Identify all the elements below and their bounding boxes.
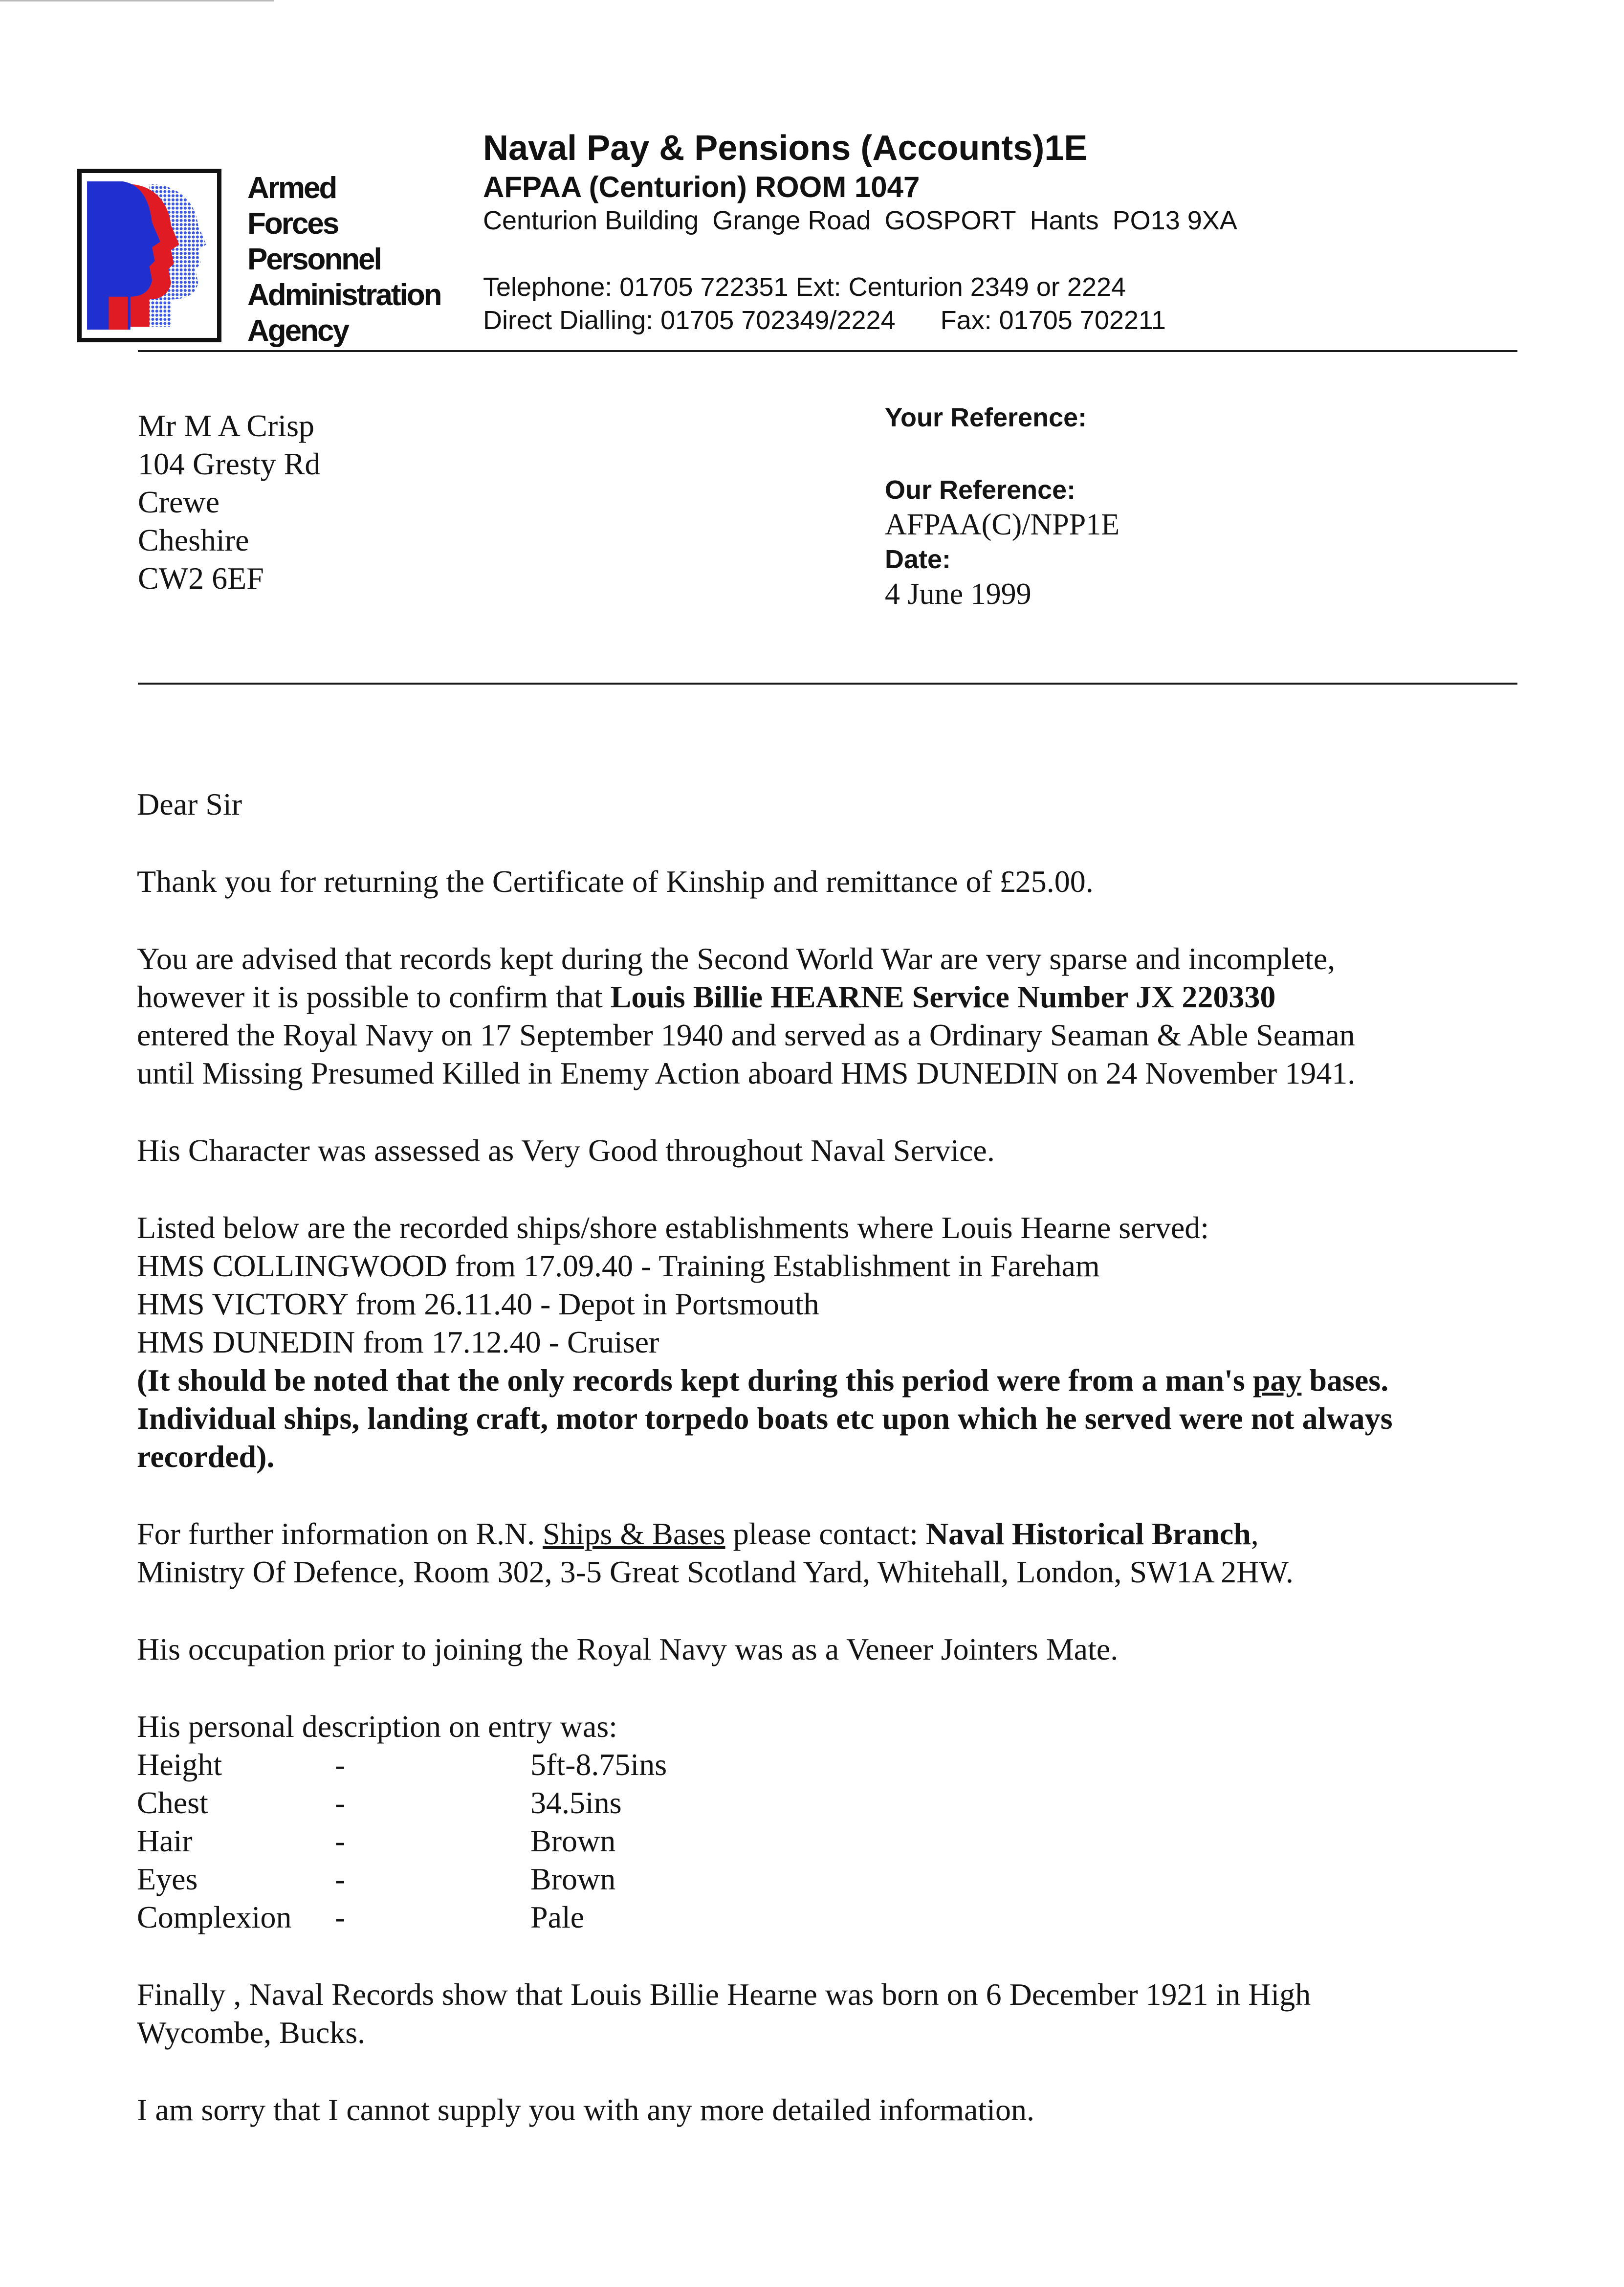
ships-intro: Listed below are the recorded ships/shore establishments where Louis Hearne served:: [137, 1210, 1209, 1245]
letterhead-title: Naval Pay & Pensions (Accounts)1E: [483, 129, 1088, 168]
description-dash: -: [335, 1785, 346, 1820]
text-span: however it is possible to confirm that: [137, 979, 611, 1014]
description-label: Complexion: [137, 1900, 292, 1934]
description-dash: -: [335, 1900, 346, 1934]
address-town: GOSPORT: [884, 206, 1016, 235]
text-span: please contact:: [725, 1516, 926, 1551]
ship-entry: HMS VICTORY from 26.11.40 - Depot in Portsmouth: [137, 1287, 819, 1321]
agency-line: Agency: [247, 314, 348, 348]
address-postcode: PO13 9XA: [1112, 206, 1237, 235]
paragraph-closing: I am sorry that I cannot supply you with any more detailed information.: [137, 2092, 1034, 2127]
paragraph-description: [137, 1708, 1506, 1936]
letterhead-telephone: Telephone: 01705 722351 Ext: Centurion 2349 or 2224: [483, 272, 1126, 302]
agency-line: Personnel: [247, 243, 381, 276]
date-value: 4 June 1999: [885, 577, 1031, 611]
description-value: Brown: [530, 1862, 616, 1896]
paragraph-further-info: [137, 1515, 1506, 1591]
records-note-line: Individual ships, landing craft, motor torpedo boats etc upon which he served were not always: [137, 1401, 1393, 1436]
date-label: Date:: [885, 545, 951, 574]
afpaa-logo: [77, 169, 221, 342]
records-note: [137, 1361, 1506, 1399]
text-span: ,: [1251, 1516, 1259, 1551]
reference-block: [885, 401, 1119, 612]
address-road: Grange Road: [712, 206, 871, 235]
description-dash: -: [335, 1862, 346, 1896]
recipient-line: Crewe: [138, 485, 220, 519]
paragraph-character: His Character was assessed as Very Good throughout Naval Service.: [137, 1133, 995, 1168]
description-value: 34.5ins: [530, 1785, 622, 1820]
pay-underlined: pay: [1252, 1363, 1302, 1398]
agency-line: Forces: [247, 207, 338, 241]
letterhead-address: [483, 205, 1237, 236]
records-note-line: recorded).: [137, 1439, 275, 1474]
agency-line: Armed: [247, 171, 336, 205]
agency-line: Administration: [247, 278, 441, 312]
text-span: bases.: [1301, 1363, 1389, 1398]
ship-entry: HMS DUNEDIN from 17.12.40 - Cruiser: [137, 1325, 659, 1359]
address-county: Hants: [1030, 206, 1099, 235]
recipient-line: Mr M A Crisp: [138, 408, 314, 443]
fax-number: Fax: 01705 702211: [940, 306, 1166, 335]
scan-edge-line: [0, 0, 274, 1]
text-span: (It should be noted that the only records kept during this period were from a man's: [137, 1363, 1253, 1398]
description-value: 5ft-8.75ins: [530, 1747, 667, 1782]
description-row: [137, 1898, 1506, 1936]
recipient-line: CW2 6EF: [138, 561, 264, 596]
letterhead-room: AFPAA (Centurion) ROOM 1047: [483, 171, 920, 203]
ships-bases-underlined: Ships & Bases: [543, 1516, 725, 1551]
profile-faces-icon: [82, 173, 217, 338]
text-line: Finally , Naval Records show that Louis Billie Hearne was born on 6 December 1921 in High: [137, 1977, 1311, 2012]
paragraph-birth: [137, 1976, 1506, 2052]
letter-body: [137, 785, 1506, 2168]
agency-name: [247, 170, 440, 349]
description-value: Brown: [530, 1823, 616, 1858]
direct-dialling: Direct Dialling: 01705 702349/2224: [483, 306, 896, 335]
description-label: Eyes: [137, 1862, 198, 1896]
naval-historical-branch: Naval Historical Branch: [925, 1516, 1251, 1551]
text-line: until Missing Presumed Killed in Enemy Action aboard HMS DUNEDIN on 24 November 1941.: [137, 1056, 1356, 1090]
description-value: Pale: [530, 1900, 585, 1934]
your-reference-value: [885, 434, 1119, 470]
paragraph-occupation: His occupation prior to joining the Royal Navy was as a Veneer Jointers Mate.: [137, 1632, 1119, 1666]
our-reference-value: AFPAA(C)/NPP1E: [885, 508, 1120, 541]
text-line: [137, 1515, 1506, 1553]
address-building: Centurion Building: [483, 206, 699, 235]
description-row: [137, 1746, 1506, 1784]
recipient-line: 104 Gresty Rd: [138, 446, 321, 481]
recipient-line: Cheshire: [138, 523, 249, 557]
letterhead-direct-dial: [483, 305, 1166, 335]
text-line: Wycombe, Bucks.: [137, 2015, 366, 2050]
paragraph-ships: [137, 1209, 1506, 1476]
address-divider: [138, 683, 1517, 685]
description-dash: -: [335, 1747, 346, 1782]
paragraph-remittance: Thank you for returning the Certificate of Kinship and remittance of £25.00.: [137, 864, 1094, 899]
description-label: Height: [137, 1747, 222, 1782]
description-row: [137, 1860, 1506, 1898]
description-dash: -: [335, 1823, 346, 1858]
description-row: [137, 1784, 1506, 1822]
header-divider: [138, 350, 1517, 352]
text-line: [137, 978, 1506, 1016]
recipient-address: [138, 407, 320, 598]
paragraph-service-confirmation: [137, 940, 1506, 1092]
description-label: Chest: [137, 1785, 208, 1820]
text-line: You are advised that records kept during the Second World War are very sparse and incomplete,: [137, 941, 1336, 976]
service-person-name: Louis Billie HEARNE Service Number JX 220330: [610, 979, 1276, 1014]
description-label: Hair: [137, 1823, 193, 1858]
text-line: Ministry Of Defence, Room 302, 3-5 Great Scotland Yard, Whitehall, London, SW1A 2HW.: [137, 1554, 1294, 1589]
ship-entry: HMS COLLINGWOOD from 17.09.40 - Training Establishment in Fareham: [137, 1248, 1100, 1283]
our-reference-label: Our Reference:: [885, 475, 1076, 505]
text-span: For further information on R.N.: [137, 1516, 543, 1551]
text-line: entered the Royal Navy on 17 September 1940 and served as a Ordinary Seaman & Able Seaman: [137, 1018, 1355, 1052]
description-intro: His personal description on entry was:: [137, 1709, 617, 1744]
salutation: Dear Sir: [137, 787, 242, 822]
description-row: [137, 1822, 1506, 1860]
your-reference-label: Your Reference:: [885, 403, 1087, 432]
